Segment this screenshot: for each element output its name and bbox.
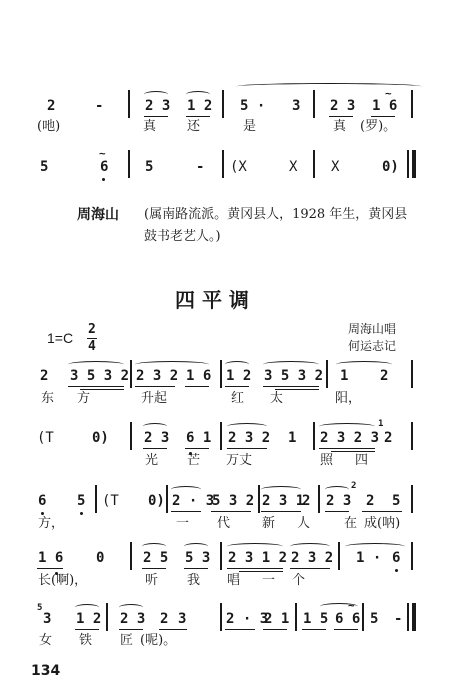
note-5: 5 [40, 159, 49, 175]
percussion-x: X [289, 159, 298, 175]
octave-dot [80, 512, 83, 515]
underline [371, 116, 395, 117]
grace-note: 2 [351, 481, 357, 491]
barline [130, 542, 132, 570]
underline [263, 629, 287, 630]
lyric: 我 [187, 573, 201, 588]
barline [407, 150, 409, 178]
octave-dot [395, 569, 398, 572]
underline [186, 116, 210, 117]
barline [220, 603, 222, 631]
lyric: 在 [344, 516, 358, 531]
underline [142, 568, 166, 569]
slur [290, 543, 330, 550]
barline [130, 360, 132, 388]
note-group: 2 3 2 3 [320, 430, 380, 446]
underline [362, 511, 402, 512]
lyric: 四 [355, 453, 369, 468]
credit-singer: 周海山唱 [348, 322, 397, 336]
barline [220, 542, 222, 570]
note-group: 2 3 2 [136, 368, 179, 384]
credit-recorder: 何运志记 [348, 339, 397, 353]
barline [258, 485, 260, 513]
lyric: 唱 [227, 573, 241, 588]
lyric: 万丈 [226, 453, 253, 468]
note-group: 2 3 [144, 430, 170, 446]
section-title: 四 平 调 [175, 288, 249, 312]
note-group: 1 6 [38, 550, 64, 566]
lyric: 东 [41, 391, 55, 406]
lyric: 一 [262, 573, 276, 588]
slur [336, 361, 392, 368]
note-rest: 0) [382, 159, 399, 175]
note-dash: - [196, 159, 205, 175]
tremolo-mark: ~ [99, 147, 106, 160]
barline [313, 150, 315, 178]
slur [135, 361, 209, 368]
note: (T [37, 430, 54, 446]
percussion-x: (X [230, 159, 247, 175]
slur [171, 486, 201, 493]
barline [128, 150, 130, 178]
note: 2 [380, 368, 389, 384]
slur [119, 604, 143, 611]
lyric: 方， [38, 516, 65, 531]
underline [263, 386, 319, 387]
lyric: 是 [243, 119, 257, 134]
note: 1 [340, 368, 349, 384]
final-barline [412, 603, 416, 631]
underline [239, 571, 283, 572]
note: 3 [178, 611, 187, 627]
underline [184, 568, 208, 569]
performer-note: (属南路流派。黄冈县人，1928 年生，黄冈县鼓书老艺人。) [144, 207, 408, 244]
lyric: 照 [320, 453, 334, 468]
lyric: 女 [39, 633, 53, 648]
lyric: 红 [231, 391, 245, 406]
underline [225, 629, 255, 630]
lyric: (吔) [37, 119, 61, 134]
lyric: 新 [262, 516, 276, 531]
note-dash: - [95, 98, 104, 114]
barline [411, 542, 413, 570]
barline [407, 603, 409, 631]
underline [331, 451, 375, 452]
slur [345, 543, 405, 550]
grace-note: 1 [378, 419, 384, 429]
performer-name: 周海山 [77, 207, 119, 223]
barline [411, 422, 413, 450]
note-3: 3 [292, 98, 301, 114]
lyric: 听 [145, 573, 159, 588]
note: 6 [392, 550, 401, 566]
note-group: 2 3 [120, 611, 146, 627]
octave-dot [41, 512, 44, 515]
note: 2 [366, 493, 375, 509]
barline [130, 422, 132, 450]
note-group: 2 1 [264, 611, 290, 627]
percussion: (T [102, 493, 119, 509]
slur [225, 361, 249, 368]
lyric: 太 [270, 391, 284, 406]
slur [143, 423, 167, 430]
underline [329, 116, 353, 117]
note-group: 2 3 2 [291, 550, 334, 566]
note: 2 [384, 430, 393, 446]
tremolo-mark: ~ [348, 599, 355, 612]
barline [295, 603, 297, 631]
time-sig-top: 2 [88, 322, 96, 337]
note-dash: - [394, 611, 403, 627]
lyric: 升起 [141, 391, 168, 406]
note-rest: 0) [92, 430, 109, 446]
slur [261, 486, 301, 493]
lyric: 真 [143, 119, 157, 134]
lyric: 个 [292, 573, 306, 588]
underline [143, 448, 167, 449]
barline [326, 360, 328, 388]
underline [319, 448, 375, 449]
note-group: 5 3 2 [212, 493, 255, 509]
underline [37, 568, 63, 569]
note-group: 5 · [240, 98, 266, 114]
note-rest: 0 [96, 550, 105, 566]
note-group: 2 5 [143, 550, 169, 566]
slur [68, 361, 124, 368]
note-group: 3 5 3 2 [264, 368, 324, 384]
lyric: (罗)。 [360, 119, 397, 134]
underline [290, 568, 330, 569]
note-group: 2 3 2 [228, 430, 271, 446]
page-number: 134 [31, 663, 61, 679]
note: 2 [302, 493, 311, 509]
lyric: 匠 [120, 633, 134, 648]
underline [325, 511, 349, 512]
note-group: 2 3 [326, 493, 352, 509]
note-group: 2 3 [145, 98, 171, 114]
underline [227, 448, 267, 449]
note-group: 3 5 3 2 [70, 368, 130, 384]
underline [261, 511, 301, 512]
note-group: 6 6 [335, 611, 361, 627]
note-group: 1 6 [372, 98, 398, 114]
note-group: 1 6 [186, 368, 212, 384]
lyric: 代 [217, 516, 231, 531]
slur [75, 604, 99, 611]
barline [106, 603, 108, 631]
note-2: 2 [47, 98, 56, 114]
note-group: 2 · 3 [172, 493, 215, 509]
note-5: 5 [145, 159, 154, 175]
slur [144, 91, 168, 98]
barline [95, 485, 97, 513]
note-group: 1 · [356, 550, 382, 566]
barline [318, 485, 320, 513]
note: 1 [288, 430, 297, 446]
barline [220, 422, 222, 450]
barline [411, 360, 413, 388]
underline [211, 511, 251, 512]
lyric: 芒 [187, 453, 201, 468]
barline [220, 360, 222, 388]
note-group: 5 3 [185, 550, 211, 566]
note: 3 [43, 611, 52, 627]
note-group: 2 3 1 2 [228, 550, 288, 566]
slur [320, 603, 358, 610]
time-sig-bottom: 4 [88, 339, 96, 354]
underline [227, 568, 283, 569]
barline [362, 603, 364, 631]
slur [186, 91, 210, 98]
barline [411, 485, 413, 513]
lyric: 一 [176, 516, 190, 531]
underline [225, 386, 249, 387]
lyric: 还 [187, 119, 201, 134]
slur [319, 423, 375, 430]
underline [135, 386, 175, 387]
slur [263, 361, 319, 368]
underline [68, 386, 124, 387]
underline [144, 116, 168, 117]
underline [185, 448, 209, 449]
underline [185, 386, 209, 387]
underline [119, 629, 143, 630]
lyric: 成(呐) [364, 516, 401, 531]
barline [166, 485, 168, 513]
slur [184, 543, 208, 550]
barline [411, 90, 413, 118]
note-group: 1 2 [187, 98, 213, 114]
note-group: 1 2 [76, 611, 102, 627]
barline [313, 422, 315, 450]
lyric: 阳， [335, 391, 362, 406]
note: 6 [38, 493, 47, 509]
note-group: 2 3 [330, 98, 356, 114]
slur [325, 486, 349, 493]
lyric: 方 [77, 391, 91, 406]
slur [227, 423, 267, 430]
barline [338, 542, 340, 570]
note-6: 6 [100, 159, 109, 175]
lyric: 长(啊)， [38, 573, 88, 588]
underline [334, 629, 358, 630]
key-signature: 1=C [47, 330, 74, 346]
tremolo-mark: ~ [385, 87, 392, 100]
note-group: 2 · 3 [226, 611, 269, 627]
lyric: 铁 [79, 633, 93, 648]
note: 2 [160, 611, 169, 627]
note: 5 [77, 493, 86, 509]
lyric: 真 [333, 119, 347, 134]
note-group: 2 3 1 [262, 493, 305, 509]
percussion-x: X [331, 159, 340, 175]
underline [75, 629, 99, 630]
barline [128, 90, 130, 118]
lyric: 光 [145, 453, 159, 468]
note-rest: 0) [148, 493, 165, 509]
underline [302, 629, 326, 630]
note-group: 6 1 [186, 430, 212, 446]
underline [171, 511, 201, 512]
barline [222, 90, 224, 118]
final-barline [412, 150, 416, 178]
slur [227, 543, 283, 550]
lyric: (呢)。 [140, 633, 177, 648]
note: 2 [40, 368, 49, 384]
octave-dot [102, 178, 105, 181]
note-group: 1 5 [303, 611, 329, 627]
note-group: 1 2 [226, 368, 252, 384]
barline [222, 150, 224, 178]
slur [142, 543, 166, 550]
barline [313, 90, 315, 118]
note: 5 [370, 611, 379, 627]
underline [159, 629, 187, 630]
slur [236, 83, 422, 90]
grace-note: 5 [37, 603, 43, 613]
lyric: 人 [297, 516, 311, 531]
note: 5 [392, 493, 401, 509]
